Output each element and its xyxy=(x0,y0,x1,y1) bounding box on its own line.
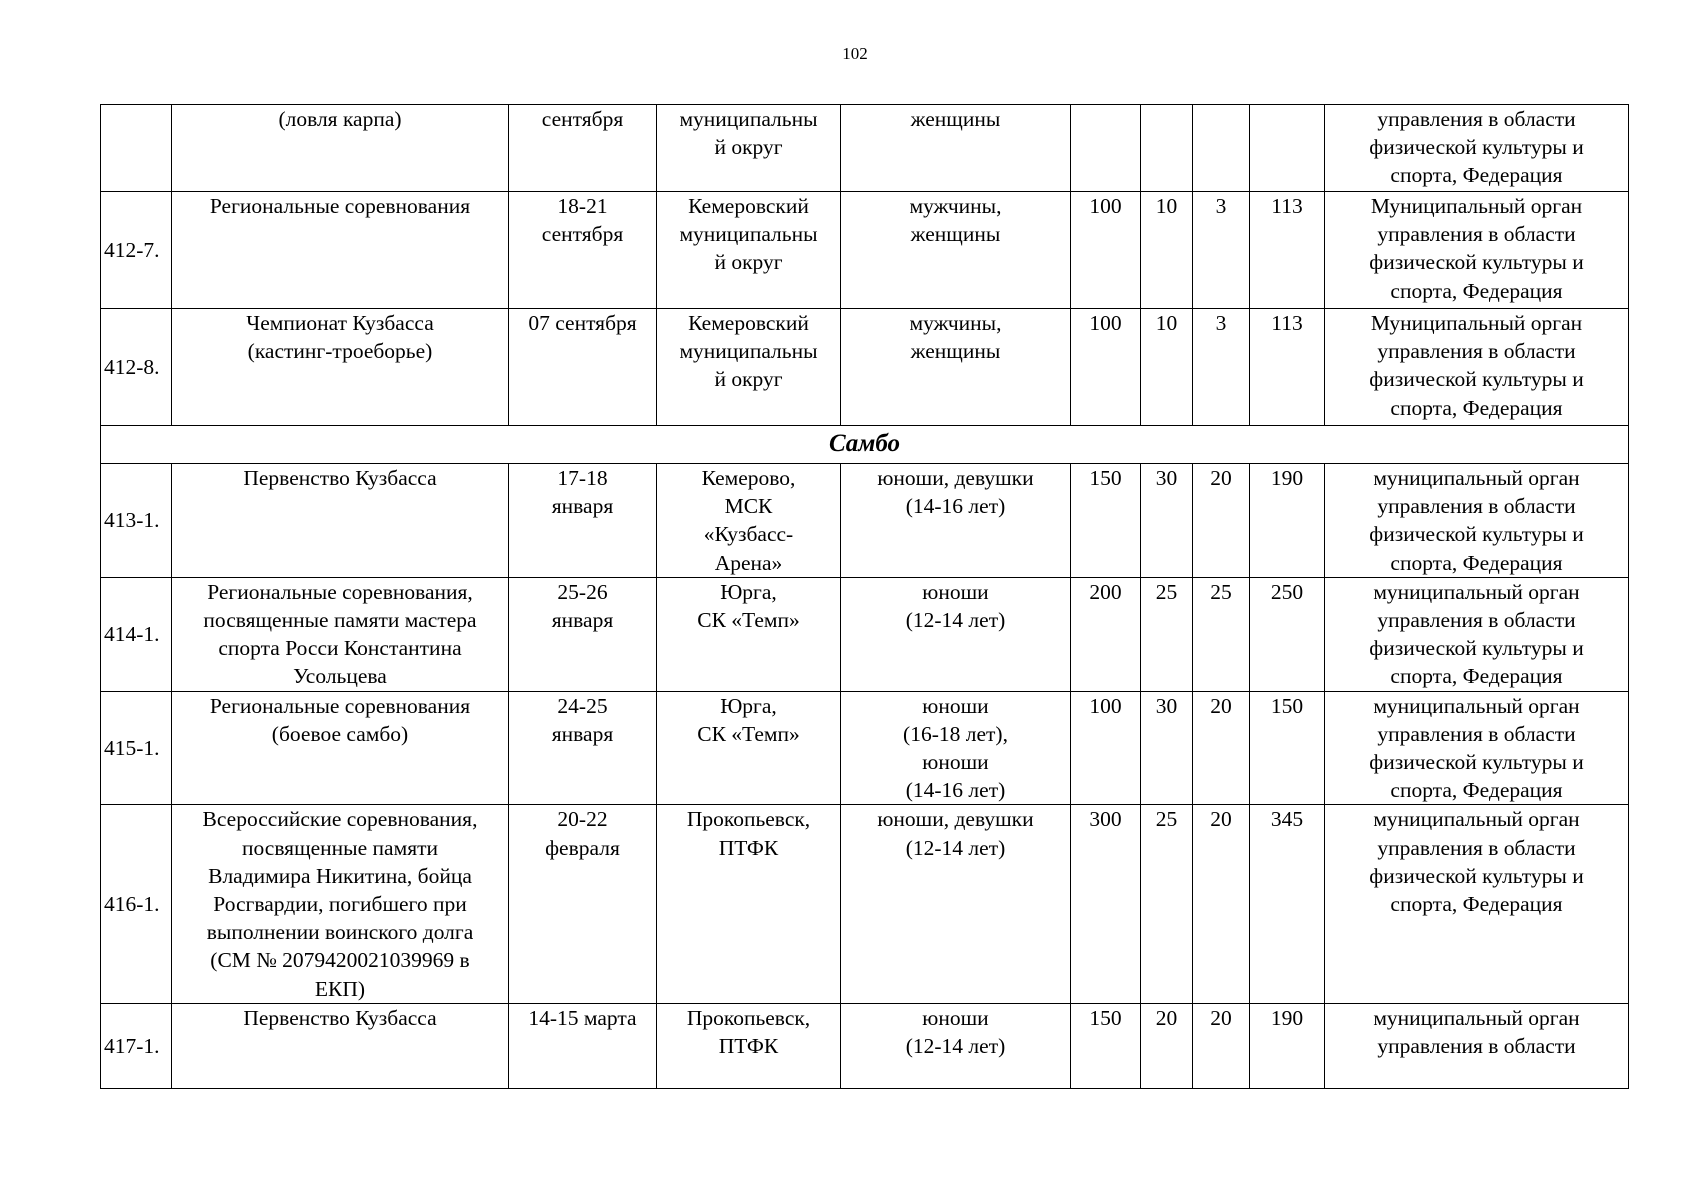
cell-text-line: СК «Темп» xyxy=(697,721,800,746)
event-date-cell xyxy=(509,805,657,1003)
cell-text-line: выполнении воинского долга xyxy=(206,920,474,945)
athletes-count-cell: 200 xyxy=(1071,577,1141,691)
event-place-cell xyxy=(657,1003,841,1088)
table-row xyxy=(101,691,1629,805)
row-number-cell: 416-1. xyxy=(101,805,172,1003)
coaches-count-cell: 20 xyxy=(1141,1003,1193,1088)
cell-text-line: января xyxy=(551,494,614,519)
cell-text-line: МСК xyxy=(724,494,773,519)
judges-count-cell: 20 xyxy=(1193,464,1250,578)
coaches-count-cell: 30 xyxy=(1141,464,1193,578)
cell-text-line: физической культуры и xyxy=(1369,367,1584,392)
row-number-cell: 413-1. xyxy=(101,464,172,578)
cell-text-line: муниципальны xyxy=(679,222,818,247)
event-place-cell xyxy=(657,805,841,1003)
cell-text-line: муниципальный орган xyxy=(1373,466,1580,490)
coaches-count-cell: 30 xyxy=(1141,691,1193,805)
cell-text-line: физической культуры и xyxy=(1369,636,1584,661)
section-title: Самбо xyxy=(101,426,1629,464)
participants-cell xyxy=(841,464,1071,578)
cell-text-line: Юрга, xyxy=(720,693,777,718)
cell-text-line: управления в области xyxy=(1377,608,1576,633)
row-number-cell: 415-1. xyxy=(101,691,172,805)
cell-text-line: Региональные соревнования xyxy=(209,194,471,218)
athletes-count-cell: 150 xyxy=(1071,1003,1141,1088)
cell-text-line: (СМ № 2079420021039969 в xyxy=(210,948,470,973)
event-place-cell xyxy=(657,192,841,309)
participants-cell xyxy=(841,691,1071,805)
total-count-cell: 345 xyxy=(1250,805,1325,1003)
cell-text-line: юноши xyxy=(922,1005,989,1030)
cell-text-line: женщины xyxy=(910,339,1001,364)
organizer-cell xyxy=(1325,1003,1629,1088)
athletes-count-cell: 100 xyxy=(1071,691,1141,805)
cell-text-line: спорта, Федерация xyxy=(1390,778,1563,803)
cell-text-line: Чемпионат Кузбасса xyxy=(246,311,434,335)
organizer-cell xyxy=(1325,691,1629,805)
cell-text-line: (ловля карпа) xyxy=(278,107,402,131)
table-row xyxy=(101,105,1629,192)
coaches-count-cell: 25 xyxy=(1141,805,1193,1003)
event-name-cell xyxy=(172,805,509,1003)
event-date-cell xyxy=(509,192,657,309)
cell-text-line: физической культуры и xyxy=(1369,863,1584,888)
organizer-cell xyxy=(1325,309,1629,426)
cell-text-line: (боевое самбо) xyxy=(271,721,409,746)
cell-text-line: Прокопьевск, xyxy=(686,807,811,832)
events-table xyxy=(100,104,1629,1089)
event-name-cell xyxy=(172,691,509,805)
cell-text-line: муниципальный орган xyxy=(1373,807,1580,832)
event-place-cell xyxy=(657,577,841,691)
judges-count-cell: 20 xyxy=(1193,805,1250,1003)
participants-cell xyxy=(841,105,1071,192)
judges-count-cell: 20 xyxy=(1193,691,1250,805)
table-row xyxy=(101,1003,1629,1088)
cell-text-line: (12-14 лет) xyxy=(905,1034,1006,1059)
cell-text-line: 24-25 xyxy=(557,693,608,718)
row-number-cell: 412-8. xyxy=(101,309,172,426)
cell-text-line: февраля xyxy=(545,835,620,860)
section-row xyxy=(101,426,1629,464)
cell-text-line: посвященные памяти xyxy=(241,835,438,860)
table-row xyxy=(101,192,1629,309)
participants-cell xyxy=(841,805,1071,1003)
cell-text-line: Кемеровский xyxy=(688,311,809,335)
event-place-cell xyxy=(657,691,841,805)
cell-text-line: муниципальны xyxy=(679,107,818,131)
cell-text-line: й округ xyxy=(714,250,783,275)
event-place-cell xyxy=(657,309,841,426)
cell-text-line: 25-26 xyxy=(557,579,608,604)
total-count-cell: 113 xyxy=(1250,192,1325,309)
athletes-count-cell: 150 xyxy=(1071,464,1141,578)
cell-text-line: Всероссийские соревнования, xyxy=(202,807,478,832)
cell-text-line: муниципальный орган xyxy=(1373,579,1580,604)
athletes-count-cell: 100 xyxy=(1071,309,1141,426)
row-number-cell: 414-1. xyxy=(101,577,172,691)
cell-text-line: Кемеровский xyxy=(688,194,809,218)
organizer-cell xyxy=(1325,577,1629,691)
cell-text-line: 07 сентября xyxy=(528,311,637,335)
judges-count-cell: 20 xyxy=(1193,1003,1250,1088)
cell-text-line: физической культуры и xyxy=(1369,750,1584,775)
coaches-count-cell: 10 xyxy=(1141,309,1193,426)
organizer-cell xyxy=(1325,192,1629,309)
organizer-cell xyxy=(1325,105,1629,192)
cell-text-line: управления в области xyxy=(1377,339,1576,364)
table-row xyxy=(101,805,1629,1003)
participants-cell xyxy=(841,1003,1071,1088)
cell-text-line: управления в области xyxy=(1377,107,1576,131)
cell-text-line: спорта, Федерация xyxy=(1390,163,1563,188)
cell-text-line: (12-14 лет) xyxy=(905,608,1006,633)
page-number: 102 xyxy=(842,44,868,63)
row-number-cell: 417-1. xyxy=(101,1003,172,1088)
event-date-cell xyxy=(509,309,657,426)
event-date-cell xyxy=(509,577,657,691)
cell-text-line: (16-18 лет), xyxy=(903,721,1008,746)
organizer-cell xyxy=(1325,464,1629,578)
athletes-count-cell xyxy=(1071,105,1141,192)
cell-text-line: й округ xyxy=(714,135,783,160)
organizer-cell xyxy=(1325,805,1629,1003)
cell-text-line: юноши xyxy=(922,693,989,718)
cell-text-line: спорта Росси Константина xyxy=(218,636,462,661)
cell-text-line: муниципальный орган xyxy=(1373,1005,1580,1030)
cell-text-line: 18-21 xyxy=(557,194,608,218)
event-name-cell xyxy=(172,192,509,309)
event-place-cell xyxy=(657,105,841,192)
athletes-count-cell: 100 xyxy=(1071,192,1141,309)
cell-text-line: СК «Темп» xyxy=(697,608,800,633)
cell-text-line: сентября xyxy=(541,107,624,131)
cell-text-line: 14-15 марта xyxy=(528,1005,637,1030)
cell-text-line: спорта, Федерация xyxy=(1390,892,1563,917)
cell-text-line: мужчины, xyxy=(909,311,1002,335)
cell-text-line: Муниципальный орган xyxy=(1370,311,1583,335)
cell-text-line: Владимира Никитина, бойца xyxy=(208,863,472,888)
total-count-cell xyxy=(1250,105,1325,192)
cell-text-line: спорта, Федерация xyxy=(1390,278,1563,303)
table-row xyxy=(101,464,1629,578)
coaches-count-cell: 10 xyxy=(1141,192,1193,309)
athletes-count-cell: 300 xyxy=(1071,805,1141,1003)
cell-text-line: физической культуры и xyxy=(1369,135,1584,160)
event-place-cell xyxy=(657,464,841,578)
total-count-cell: 190 xyxy=(1250,464,1325,578)
cell-text-line: Росгвардии, погибшего при xyxy=(213,892,467,917)
coaches-count-cell: 25 xyxy=(1141,577,1193,691)
cell-text-line: 20-22 xyxy=(557,807,608,832)
judges-count-cell xyxy=(1193,105,1250,192)
total-count-cell: 150 xyxy=(1250,691,1325,805)
cell-text-line: Региональные соревнования xyxy=(209,693,471,718)
cell-text-line: января xyxy=(551,608,614,633)
table-row xyxy=(101,577,1629,691)
cell-text-line: Кемерово, xyxy=(701,466,796,490)
cell-text-line: (14-16 лет) xyxy=(905,778,1006,803)
cell-text-line: Юрга, xyxy=(720,579,777,604)
cell-text-line: спорта, Федерация xyxy=(1390,395,1563,420)
cell-text-line: управления в области xyxy=(1377,721,1576,746)
judges-count-cell: 3 xyxy=(1193,192,1250,309)
cell-text-line: Муниципальный орган xyxy=(1370,194,1583,218)
event-name-cell xyxy=(172,105,509,192)
event-date-cell xyxy=(509,105,657,192)
judges-count-cell: 25 xyxy=(1193,577,1250,691)
cell-text-line: Прокопьевск, xyxy=(686,1005,811,1030)
cell-text-line: мужчины, xyxy=(909,194,1002,218)
cell-text-line: юноши xyxy=(922,750,989,775)
participants-cell xyxy=(841,309,1071,426)
cell-text-line: женщины xyxy=(910,222,1001,247)
coaches-count-cell xyxy=(1141,105,1193,192)
table-row xyxy=(101,309,1629,426)
cell-text-line: (12-14 лет) xyxy=(905,835,1006,860)
participants-cell xyxy=(841,192,1071,309)
cell-text-line: й округ xyxy=(714,367,783,392)
row-number-cell xyxy=(101,105,172,192)
cell-text-line: физической культуры и xyxy=(1369,522,1584,547)
event-name-cell xyxy=(172,464,509,578)
cell-text-line: женщины xyxy=(910,107,1001,131)
cell-text-line: муниципальный орган xyxy=(1373,693,1580,718)
event-name-cell xyxy=(172,1003,509,1088)
event-date-cell xyxy=(509,1003,657,1088)
cell-text-line: 17-18 xyxy=(557,466,608,490)
cell-text-line: физической культуры и xyxy=(1369,250,1584,275)
cell-text-line: управления в области xyxy=(1377,1034,1576,1059)
cell-text-line: сентября xyxy=(541,222,624,247)
event-name-cell xyxy=(172,309,509,426)
cell-text-line: ПТФК xyxy=(718,1034,779,1059)
cell-text-line: спорта, Федерация xyxy=(1390,664,1563,689)
cell-text-line: ЕКП) xyxy=(314,976,366,1001)
cell-text-line: «Кузбасс- xyxy=(703,522,794,547)
cell-text-line: Усольцева xyxy=(293,664,387,689)
event-date-cell xyxy=(509,691,657,805)
cell-text-line: ПТФК xyxy=(718,835,779,860)
cell-text-line: (кастинг-троеборье) xyxy=(247,339,433,364)
cell-text-line: управления в области xyxy=(1377,835,1576,860)
cell-text-line: января xyxy=(551,721,614,746)
total-count-cell: 190 xyxy=(1250,1003,1325,1088)
cell-text-line: муниципальны xyxy=(679,339,818,364)
judges-count-cell: 3 xyxy=(1193,309,1250,426)
cell-text-line: юноши, девушки xyxy=(877,466,1034,490)
participants-cell xyxy=(841,577,1071,691)
event-name-cell xyxy=(172,577,509,691)
cell-text-line: (14-16 лет) xyxy=(905,494,1006,519)
cell-text-line: Региональные соревнования, xyxy=(207,579,473,604)
row-number-cell: 412-7. xyxy=(101,192,172,309)
total-count-cell: 250 xyxy=(1250,577,1325,691)
cell-text-line: юноши xyxy=(922,579,989,604)
cell-text-line: Первенство Кузбасса xyxy=(243,1005,437,1030)
cell-text-line: Арена» xyxy=(714,550,783,575)
cell-text-line: спорта, Федерация xyxy=(1390,550,1563,575)
total-count-cell: 113 xyxy=(1250,309,1325,426)
cell-text-line: посвященные памяти мастера xyxy=(203,608,477,633)
cell-text-line: управления в области xyxy=(1377,494,1576,519)
cell-text-line: Первенство Кузбасса xyxy=(243,466,437,490)
cell-text-line: юноши, девушки xyxy=(877,807,1034,832)
event-date-cell xyxy=(509,464,657,578)
cell-text-line: управления в области xyxy=(1377,222,1576,247)
